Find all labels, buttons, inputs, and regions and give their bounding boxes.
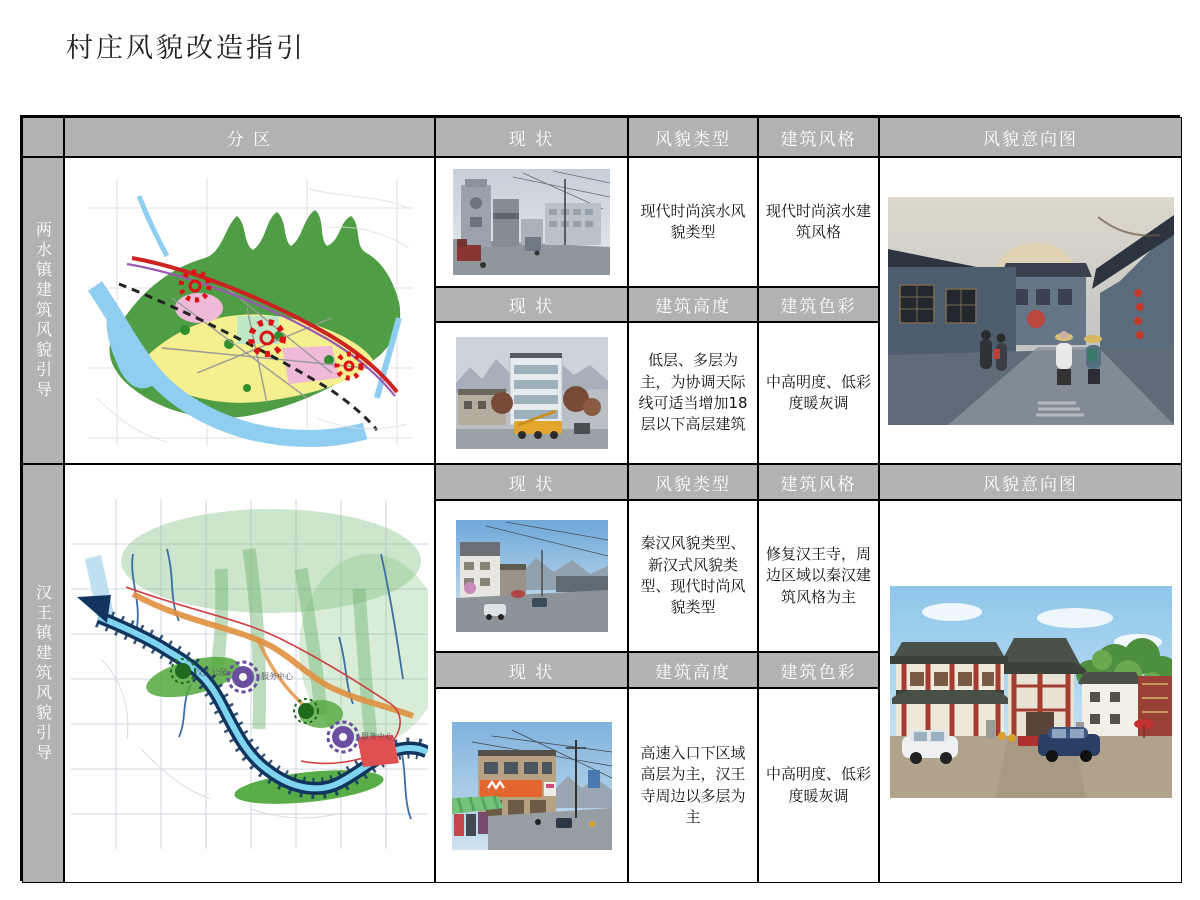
header-corner-cell xyxy=(22,117,64,157)
row2-color-text: 中高明度、低彩度暖灰调 xyxy=(758,688,879,883)
map-label-west-center: 服务中心 xyxy=(261,671,293,681)
row2-sub2-height: 建筑高度 xyxy=(628,652,758,688)
page-title: 村庄风貌改造指引 xyxy=(66,33,306,64)
row2-type-text: 秦汉风貌类型、新汉式风貌类型、现代时尚风貌类型 xyxy=(628,500,758,652)
hanwang-temple-photo xyxy=(890,586,1172,798)
row1-status-photo-1-cell xyxy=(435,157,628,287)
row2-sub1-status: 现 状 xyxy=(435,464,628,500)
hanwang-street-photo-2 xyxy=(452,722,612,850)
row2-sub2-color: 建筑色彩 xyxy=(758,652,879,688)
hanwang-planning-map-image xyxy=(71,499,428,849)
row1-color-text: 中高明度、低彩度暖灰调 xyxy=(758,322,879,464)
row2-zone-map-cell xyxy=(64,464,435,883)
row1-type-text: 现代时尚滨水风貌类型 xyxy=(628,157,758,287)
header-intent: 风貌意向图 xyxy=(879,117,1182,157)
header-zone: 分 区 xyxy=(64,117,435,157)
row2-status-photo-1-cell xyxy=(435,500,628,652)
row1-sub-height: 建筑高度 xyxy=(628,287,758,322)
header-style: 建筑风格 xyxy=(758,117,879,157)
map-label-park: 汉江公园 xyxy=(195,667,227,677)
header-status: 现 状 xyxy=(435,117,628,157)
row2-style-text: 修复汉王寺，周边区域以秦汉建筑风格为主 xyxy=(758,500,879,652)
row2-intent-image-cell xyxy=(879,500,1182,883)
guidance-table xyxy=(20,115,1180,881)
row1-intent-image-cell xyxy=(879,157,1182,464)
row2-sub1-style: 建筑风格 xyxy=(758,464,879,500)
row1-zone-vertical-label: 两水镇建筑风貌引导 xyxy=(22,157,64,464)
liangshui-planning-map-image xyxy=(77,168,422,453)
liangshui-building-photo xyxy=(456,337,608,449)
row1-height-text: 低层、多层为主，为协调天际线可适当增加18层以下高层建筑 xyxy=(628,322,758,464)
row2-sub1-type: 风貌类型 xyxy=(628,464,758,500)
row1-status-photo-2-cell xyxy=(435,322,628,464)
row2-status-photo-2-cell xyxy=(435,688,628,883)
row1-style-text: 现代时尚滨水建筑风格 xyxy=(758,157,879,287)
map-label-east-center: 服务中心 xyxy=(361,731,393,741)
row2-sub2-status: 现 状 xyxy=(435,652,628,688)
row1-zone-map-cell xyxy=(64,157,435,464)
row2-height-text: 高速入口下区域高层为主，汉王寺周边以多层为主 xyxy=(628,688,758,883)
row1-sub-status: 现 状 xyxy=(435,287,628,322)
liangshui-street-photo xyxy=(453,169,610,275)
header-type: 风貌类型 xyxy=(628,117,758,157)
traditional-street-rendering xyxy=(888,197,1174,425)
row1-sub-color: 建筑色彩 xyxy=(758,287,879,322)
row2-zone-vertical-label: 汉王镇建筑风貌引导 xyxy=(22,464,64,883)
hanwang-street-photo-1 xyxy=(456,520,608,632)
row2-sub1-intent: 风貌意向图 xyxy=(879,464,1182,500)
